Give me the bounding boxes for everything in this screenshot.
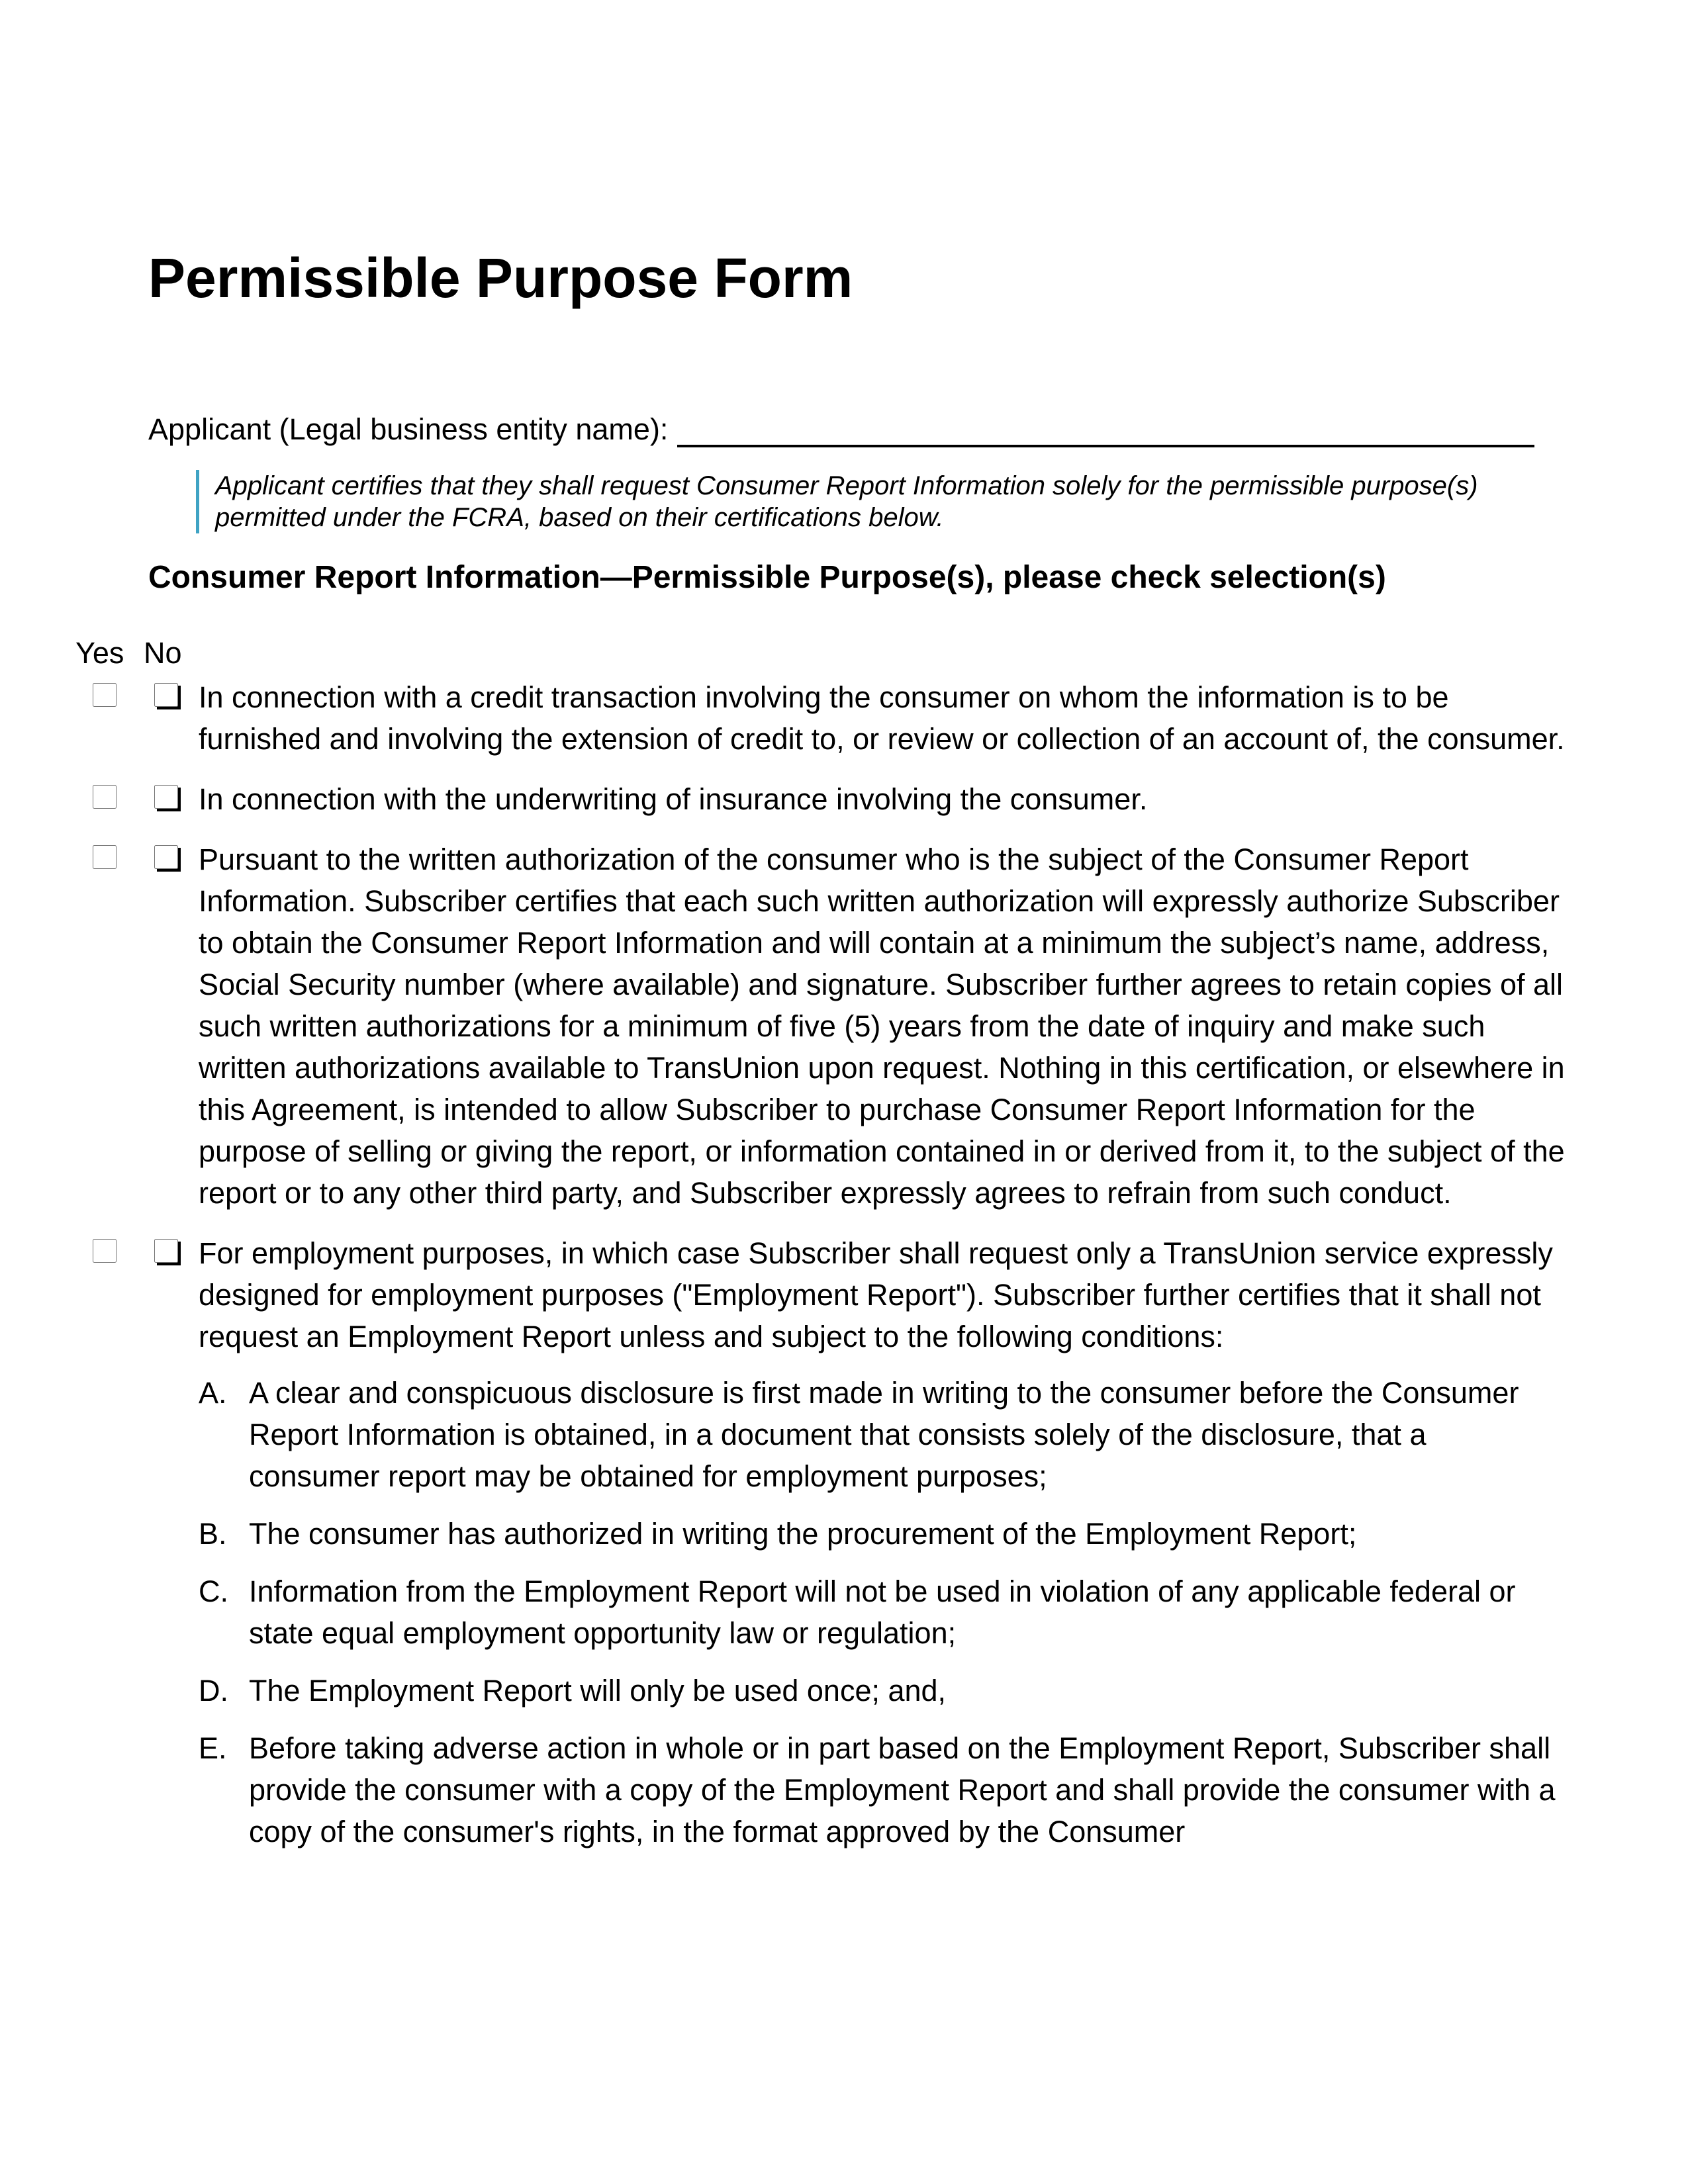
condition-letter: E.	[199, 1731, 227, 1765]
condition-item	[199, 1372, 1565, 1497]
yes-checkbox-insurance[interactable]	[93, 785, 117, 809]
no-checkbox-insurance[interactable]	[154, 785, 178, 809]
no-checkbox-written-authorization[interactable]	[154, 845, 178, 869]
form-title: Permissible Purpose Form	[148, 247, 853, 309]
no-checkbox-employment[interactable]	[154, 1239, 178, 1263]
applicant-name-field[interactable]	[677, 412, 1534, 447]
no-checkbox-credit[interactable]	[154, 683, 178, 707]
purpose-text: In connection with a credit transaction involving the consumer on whom the information is to be furnished and involving the extension of credit to, or review or collection of an account of, the consumer.	[199, 680, 1565, 756]
condition-letter: B.	[199, 1517, 227, 1551]
condition-item	[199, 1513, 1565, 1555]
condition-letter: D.	[199, 1674, 228, 1707]
condition-item	[199, 1670, 1565, 1711]
condition-text: The Employment Report will only be used once; and,	[249, 1674, 947, 1707]
certification-note: Applicant certifies that they shall request Consumer Report Information solely for the permissible purpose(s) permitted under the FCRA, based on their certifications below.	[196, 470, 1553, 533]
condition-text: Before taking adverse action in whole or in part based on the Employment Report, Subscriber shall provide the consumer with a copy of the Employment Report and shall provide the consumer with a copy of the consumer's rights, in the format approved by the Consumer	[249, 1731, 1556, 1848]
condition-item	[199, 1727, 1565, 1852]
purpose-employment	[75, 1232, 1565, 1852]
condition-text: Information from the Employment Report will not be used in violation of any applicable federal or state equal employment opportunity law or regulation;	[249, 1574, 1516, 1650]
section-heading: Consumer Report Information—Permissible Purpose(s), please check selection(s)	[148, 560, 1386, 595]
condition-text: A clear and conspicuous disclosure is first made in writing to the consumer before the Consumer Report Information is obtained, in a document that consists solely of the disclosure, that a consumer report may be obtained for employment purposes;	[249, 1376, 1519, 1493]
no-column-header: No	[144, 636, 182, 670]
condition-text: The consumer has authorized in writing the procurement of the Employment Report;	[249, 1517, 1357, 1551]
purpose-written-authorization	[75, 839, 1565, 1214]
condition-letter: A.	[199, 1376, 227, 1410]
yes-checkbox-employment[interactable]	[93, 1239, 117, 1263]
applicant-row	[148, 412, 1534, 447]
purpose-text: Pursuant to the written authorization of the consumer who is the subject of the Consumer Report Information. Subscriber certifies that each such written authorization will expressly authorize Subscriber to obtain the Consumer Report Information and will contain at a minimum the subject’s name, address, Social Security number (where available) and signature. Subscriber further agrees to retain copies of all such written authorizations for a minimum of five (5) years from the date of inquiry and make such written authorizations available to TransUnion upon request. Nothing in this certification, or elsewhere in this Agreement, is intended to allow Subscriber to purchase Consumer Report Information for the purpose of selling or giving the report, or information contained in or derived from it, to the subject of the report or to any other third party, and Subscriber expressly agrees to refrain from such conduct.	[199, 842, 1565, 1210]
yes-column-header: Yes	[75, 636, 124, 670]
yes-checkbox-credit[interactable]	[93, 683, 117, 707]
purpose-text: In connection with the underwriting of insurance involving the consumer.	[199, 782, 1148, 816]
condition-item	[199, 1570, 1565, 1654]
condition-letter: C.	[199, 1574, 228, 1608]
purpose-text: For employment purposes, in which case Subscriber shall request only a TransUnion service expressly designed for employment purposes ("Employment Report"). Subscriber further certifies that it shall not request an Employment Report unless and subject to the following conditions:	[199, 1236, 1553, 1353]
purpose-credit-transaction	[75, 676, 1565, 760]
applicant-label: Applicant (Legal business entity name):	[148, 412, 669, 446]
purpose-insurance-underwriting	[75, 778, 1565, 820]
yes-checkbox-written-authorization[interactable]	[93, 845, 117, 869]
employment-conditions-list	[199, 1372, 1565, 1852]
purpose-list	[75, 676, 1565, 1871]
